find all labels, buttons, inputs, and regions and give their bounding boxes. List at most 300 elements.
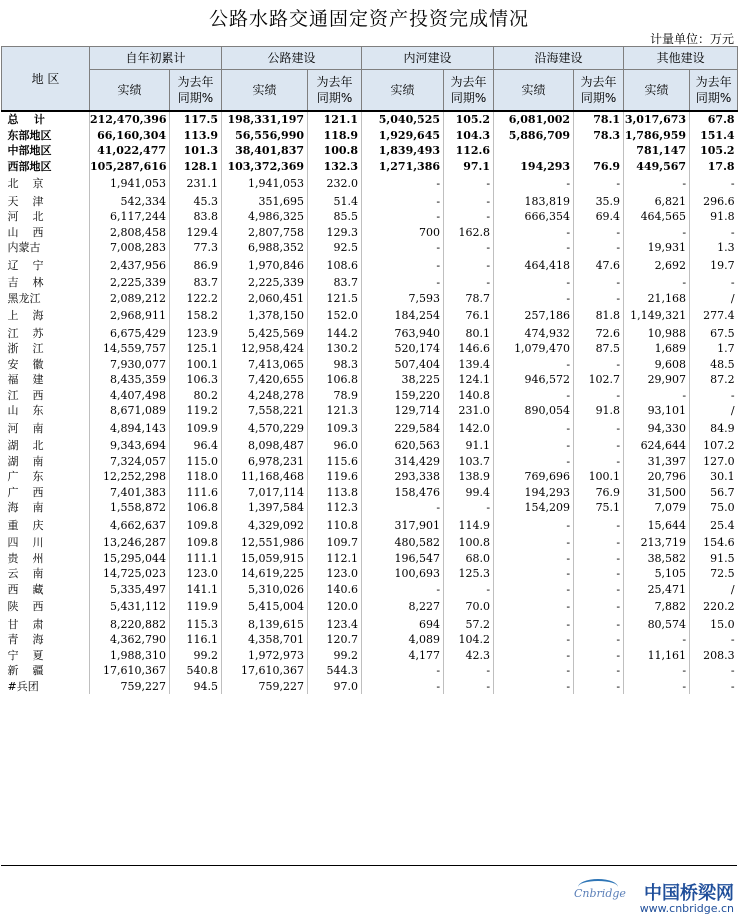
region-name: 贵 州: [7, 551, 44, 565]
region-name: 上 海: [7, 309, 44, 322]
table-row: [2, 403, 738, 419]
actual-value: 8,227: [362, 597, 444, 617]
actual-value: -: [494, 516, 574, 536]
growth-value: 152.0: [308, 306, 362, 326]
actual-value: 4,329,092: [222, 516, 308, 536]
region-name: 总 计: [7, 113, 45, 126]
table-row: [2, 663, 738, 679]
actual-value: 4,407,498: [90, 388, 170, 404]
growth-value: 107.2: [690, 438, 738, 454]
actual-value: 1,970,846: [222, 256, 308, 276]
growth-value: 111.6: [170, 485, 222, 501]
table-row: [2, 357, 738, 373]
actual-value: -: [624, 275, 690, 291]
actual-value: 21,168: [624, 291, 690, 307]
actual-value: 890,054: [494, 403, 574, 419]
actual-value: 6,675,429: [90, 326, 170, 342]
growth-value: 113.8: [308, 485, 362, 501]
growth-value: -: [574, 648, 624, 664]
actual-value: 2,968,911: [90, 306, 170, 326]
region-name: 重 庆: [7, 518, 44, 532]
growth-value: -: [690, 174, 738, 194]
actual-value: 10,988: [624, 326, 690, 342]
growth-value: 540.8: [170, 663, 222, 679]
growth-value: 112.6: [444, 143, 494, 159]
table-row: [2, 454, 738, 470]
subheader-growth: [574, 70, 624, 112]
growth-value: -: [690, 632, 738, 648]
growth-value: 106.8: [308, 372, 362, 388]
growth-value: -: [690, 663, 738, 679]
actual-value: 4,358,701: [222, 632, 308, 648]
growth-value: -: [574, 388, 624, 404]
actual-value: 5,425,569: [222, 326, 308, 342]
growth-value: 103.7: [444, 454, 494, 470]
growth-value: 86.9: [170, 256, 222, 276]
group-header-inland: 内河建设: [362, 47, 494, 70]
region-name: 四 川: [7, 536, 44, 549]
growth-value: 17.8: [690, 159, 738, 175]
actual-value: 38,401,837: [222, 143, 308, 159]
growth-value: -: [690, 679, 738, 695]
actual-value: 15,644: [624, 516, 690, 536]
growth-value: 99.2: [308, 648, 362, 664]
actual-value: 7,324,057: [90, 454, 170, 470]
table-header: [2, 47, 738, 112]
growth-value: 91.8: [574, 403, 624, 419]
actual-value: 5,886,709: [494, 128, 574, 144]
table-row: [2, 306, 738, 326]
subheader-growth-line1: 为去年: [695, 75, 732, 89]
actual-value: -: [494, 617, 574, 633]
growth-value: 117.5: [170, 111, 222, 128]
actual-value: 351,695: [222, 194, 308, 210]
growth-value: 141.1: [170, 582, 222, 598]
actual-value: 257,186: [494, 306, 574, 326]
actual-value: 8,139,615: [222, 617, 308, 633]
growth-value: 78.7: [444, 291, 494, 307]
table-body: [2, 111, 738, 694]
growth-value: 121.3: [308, 403, 362, 419]
actual-value: -: [494, 454, 574, 470]
growth-value: /: [690, 403, 738, 419]
growth-value: -: [690, 225, 738, 241]
growth-value: 111.1: [170, 551, 222, 567]
growth-value: 110.8: [308, 516, 362, 536]
growth-value: -: [574, 516, 624, 536]
growth-value: 83.8: [170, 209, 222, 225]
growth-value: 120.0: [308, 597, 362, 617]
actual-value: 2,089,212: [90, 291, 170, 307]
growth-value: 220.2: [690, 597, 738, 617]
growth-value: 142.0: [444, 419, 494, 439]
table-row: [2, 159, 738, 175]
actual-value: 93,101: [624, 403, 690, 419]
actual-value: 2,692: [624, 256, 690, 276]
growth-value: [574, 143, 624, 159]
subheader-growth: [690, 70, 738, 112]
actual-value: 7,593: [362, 291, 444, 307]
actual-value: 759,227: [222, 679, 308, 695]
growth-value: -: [574, 566, 624, 582]
logo-english: Cnbridge: [574, 887, 626, 900]
growth-value: 100.1: [574, 469, 624, 485]
region-name: 内蒙古: [7, 241, 41, 254]
growth-value: 115.6: [308, 454, 362, 470]
growth-value: 129.4: [170, 225, 222, 241]
growth-value: 116.1: [170, 632, 222, 648]
growth-value: 208.3: [690, 648, 738, 664]
growth-value: 123.0: [308, 566, 362, 582]
subheader-growth: [444, 70, 494, 112]
actual-value: 198,331,197: [222, 111, 308, 128]
growth-value: 277.4: [690, 306, 738, 326]
growth-value: -: [574, 291, 624, 307]
growth-value: 98.3: [308, 357, 362, 373]
table-row: [2, 143, 738, 159]
growth-value: 232.0: [308, 174, 362, 194]
growth-value: 78.9: [308, 388, 362, 404]
actual-value: 17,610,367: [222, 663, 308, 679]
actual-value: 12,958,424: [222, 341, 308, 357]
actual-value: 1,839,493: [362, 143, 444, 159]
growth-value: 78.1: [574, 111, 624, 128]
growth-value: 132.3: [308, 159, 362, 175]
growth-value: -: [444, 209, 494, 225]
actual-value: 194,293: [494, 485, 574, 501]
subheader-actual: 实绩: [222, 70, 308, 112]
growth-value: -: [444, 663, 494, 679]
growth-value: 129.3: [308, 225, 362, 241]
actual-value: 196,547: [362, 551, 444, 567]
region-name: 陕 西: [7, 600, 44, 613]
actual-value: 31,397: [624, 454, 690, 470]
growth-value: 104.3: [444, 128, 494, 144]
growth-value: 72.6: [574, 326, 624, 342]
subheader-growth-line1: 为去年: [580, 75, 617, 89]
growth-value: 75.0: [690, 500, 738, 516]
actual-value: 11,168,468: [222, 469, 308, 485]
actual-value: 20,796: [624, 469, 690, 485]
table-row: [2, 648, 738, 664]
growth-value: -: [444, 275, 494, 291]
actual-value: 542,334: [90, 194, 170, 210]
growth-value: 85.5: [308, 209, 362, 225]
actual-value: 507,404: [362, 357, 444, 373]
actual-value: 12,252,298: [90, 469, 170, 485]
actual-value: 105,287,616: [90, 159, 170, 175]
actual-value: 1,397,584: [222, 500, 308, 516]
actual-value: 9,343,694: [90, 438, 170, 454]
growth-value: 92.5: [308, 240, 362, 256]
growth-value: /: [690, 291, 738, 307]
growth-value: 35.9: [574, 194, 624, 210]
growth-value: 544.3: [308, 663, 362, 679]
actual-value: 8,435,359: [90, 372, 170, 388]
growth-value: 1.3: [690, 240, 738, 256]
growth-value: -: [574, 419, 624, 439]
region-name: 云 南: [7, 567, 44, 580]
actual-value: 1,558,872: [90, 500, 170, 516]
actual-value: 94,330: [624, 419, 690, 439]
subheader-growth-line2: 同期%: [695, 91, 732, 105]
actual-value: 6,821: [624, 194, 690, 210]
actual-value: 2,437,956: [90, 256, 170, 276]
region-name: 福 建: [7, 373, 44, 386]
actual-value: -: [362, 194, 444, 210]
growth-value: 76.1: [444, 306, 494, 326]
growth-value: -: [444, 500, 494, 516]
actual-value: 317,901: [362, 516, 444, 536]
actual-value: 158,476: [362, 485, 444, 501]
growth-value: 100.8: [308, 143, 362, 159]
table-row: [2, 225, 738, 241]
actual-value: 2,225,339: [90, 275, 170, 291]
table-row: [2, 582, 738, 598]
actual-value: 184,254: [362, 306, 444, 326]
growth-value: 69.4: [574, 209, 624, 225]
actual-value: -: [362, 174, 444, 194]
actual-value: 80,574: [624, 617, 690, 633]
actual-value: -: [362, 275, 444, 291]
actual-value: 6,081,002: [494, 111, 574, 128]
actual-value: 520,174: [362, 341, 444, 357]
table-row: [2, 632, 738, 648]
actual-value: -: [494, 438, 574, 454]
actual-value: -: [494, 663, 574, 679]
actual-value: 1,941,053: [90, 174, 170, 194]
actual-value: 4,570,229: [222, 419, 308, 439]
actual-value: 183,819: [494, 194, 574, 210]
actual-value: 7,882: [624, 597, 690, 617]
actual-value: -: [624, 632, 690, 648]
growth-value: 68.0: [444, 551, 494, 567]
actual-value: -: [494, 597, 574, 617]
growth-value: 139.4: [444, 357, 494, 373]
actual-value: 41,022,477: [90, 143, 170, 159]
growth-value: -: [574, 535, 624, 551]
growth-value: -: [574, 632, 624, 648]
growth-value: 45.3: [170, 194, 222, 210]
actual-value: 5,415,004: [222, 597, 308, 617]
actual-value: 781,147: [624, 143, 690, 159]
table-row: [2, 419, 738, 439]
growth-value: 56.7: [690, 485, 738, 501]
actual-value: 7,558,221: [222, 403, 308, 419]
actual-value: 1,149,321: [624, 306, 690, 326]
actual-value: 464,418: [494, 256, 574, 276]
growth-value: 231.1: [170, 174, 222, 194]
growth-value: 123.0: [170, 566, 222, 582]
growth-value: 96.0: [308, 438, 362, 454]
region-name: 吉 林: [7, 276, 44, 289]
actual-value: 15,059,915: [222, 551, 308, 567]
table-row: [2, 597, 738, 617]
actual-value: 7,413,065: [222, 357, 308, 373]
actual-value: 38,225: [362, 372, 444, 388]
actual-value: 1,988,310: [90, 648, 170, 664]
actual-value: -: [494, 679, 574, 695]
growth-value: 75.1: [574, 500, 624, 516]
growth-value: 97.1: [444, 159, 494, 175]
growth-value: -: [444, 679, 494, 695]
growth-value: 72.5: [690, 566, 738, 582]
table-row: [2, 291, 738, 307]
actual-value: 7,008,283: [90, 240, 170, 256]
growth-value: 80.2: [170, 388, 222, 404]
investment-table: [1, 46, 738, 694]
region-name: 黑龙江: [7, 291, 41, 305]
actual-value: 5,335,497: [90, 582, 170, 598]
actual-value: 212,470,396: [90, 111, 170, 128]
growth-value: 100.1: [170, 357, 222, 373]
region-name: 北 京: [7, 177, 44, 190]
growth-value: 1.7: [690, 341, 738, 357]
region-name: #兵团: [7, 679, 39, 693]
actual-value: 31,500: [624, 485, 690, 501]
growth-value: 83.7: [170, 275, 222, 291]
actual-value: 4,662,637: [90, 516, 170, 536]
actual-value: 4,177: [362, 648, 444, 664]
actual-value: 14,725,023: [90, 566, 170, 582]
actual-value: 4,089: [362, 632, 444, 648]
growth-value: -: [574, 597, 624, 617]
actual-value: 7,930,077: [90, 357, 170, 373]
subheader-growth-line2: 同期%: [177, 91, 214, 105]
actual-value: 66,160,304: [90, 128, 170, 144]
growth-value: 127.0: [690, 454, 738, 470]
actual-value: 8,220,882: [90, 617, 170, 633]
actual-value: 293,338: [362, 469, 444, 485]
growth-value: 102.7: [574, 372, 624, 388]
growth-value: 42.3: [444, 648, 494, 664]
table-row: [2, 617, 738, 633]
actual-value: 11,161: [624, 648, 690, 664]
actual-value: 314,429: [362, 454, 444, 470]
growth-value: 106.3: [170, 372, 222, 388]
logo-url: www.cnbridge.cn: [639, 902, 734, 915]
actual-value: 5,105: [624, 566, 690, 582]
growth-value: 76.9: [574, 485, 624, 501]
region-name: 江 苏: [7, 326, 44, 340]
growth-value: 101.3: [170, 143, 222, 159]
actual-value: 759,227: [90, 679, 170, 695]
region-name: 河 南: [7, 421, 44, 435]
growth-value: 105.2: [444, 111, 494, 128]
region-name: 新 疆: [7, 664, 44, 677]
growth-value: -: [574, 551, 624, 567]
actual-value: -: [494, 388, 574, 404]
growth-value: 70.0: [444, 597, 494, 617]
growth-value: 78.3: [574, 128, 624, 144]
region-name: 湖 北: [7, 439, 44, 452]
subheader-growth-line1: 为去年: [177, 75, 214, 89]
growth-value: -: [444, 582, 494, 598]
region-name: 湖 南: [7, 454, 44, 468]
actual-value: 100,693: [362, 566, 444, 582]
growth-value: 109.9: [170, 419, 222, 439]
actual-value: -: [494, 535, 574, 551]
actual-value: -: [494, 419, 574, 439]
region-name: 西 藏: [7, 582, 44, 596]
actual-value: 624,644: [624, 438, 690, 454]
growth-value: 128.1: [170, 159, 222, 175]
actual-value: -: [494, 632, 574, 648]
growth-value: -: [574, 174, 624, 194]
actual-value: -: [494, 225, 574, 241]
growth-value: -: [574, 617, 624, 633]
table-row: [2, 438, 738, 454]
growth-value: 80.1: [444, 326, 494, 342]
subheader-actual: 实绩: [90, 70, 170, 112]
region-name: 辽 宁: [7, 258, 44, 272]
table-row: [2, 209, 738, 225]
table-bottom-rule: [1, 865, 737, 866]
growth-value: -: [444, 194, 494, 210]
growth-value: 87.2: [690, 372, 738, 388]
actual-value: 4,362,790: [90, 632, 170, 648]
actual-value: -: [624, 679, 690, 695]
table-row: [2, 516, 738, 536]
region-name: 西部地区: [7, 159, 52, 173]
growth-value: 91.8: [690, 209, 738, 225]
table-row: [2, 341, 738, 357]
table-row: [2, 679, 738, 695]
actual-value: 1,941,053: [222, 174, 308, 194]
table-row: [2, 372, 738, 388]
actual-value: 7,420,655: [222, 372, 308, 388]
actual-value: -: [494, 551, 574, 567]
actual-value: 5,431,112: [90, 597, 170, 617]
actual-value: 17,610,367: [90, 663, 170, 679]
growth-value: -: [444, 256, 494, 276]
growth-value: 47.6: [574, 256, 624, 276]
growth-value: 122.2: [170, 291, 222, 307]
growth-value: 100.8: [444, 535, 494, 551]
table-row: [2, 551, 738, 567]
actual-value: 3,017,673: [624, 111, 690, 128]
table-row: [2, 275, 738, 291]
growth-value: 87.5: [574, 341, 624, 357]
growth-value: 81.8: [574, 306, 624, 326]
region-name: 江 西: [7, 388, 44, 402]
growth-value: 99.4: [444, 485, 494, 501]
growth-value: 105.2: [690, 143, 738, 159]
growth-value: 109.8: [170, 516, 222, 536]
actual-value: 213,719: [624, 535, 690, 551]
actual-value: 480,582: [362, 535, 444, 551]
actual-value: -: [624, 174, 690, 194]
page-title: 公路水路交通固定资产投资完成情况: [208, 8, 529, 30]
growth-value: 57.2: [444, 617, 494, 633]
region-name: 山 东: [7, 404, 44, 417]
actual-value: 19,931: [624, 240, 690, 256]
actual-value: 946,572: [494, 372, 574, 388]
growth-value: 104.2: [444, 632, 494, 648]
actual-value: 1,929,645: [362, 128, 444, 144]
actual-value: 7,079: [624, 500, 690, 516]
growth-value: 158.2: [170, 306, 222, 326]
region-name: 河 北: [7, 210, 44, 223]
growth-value: 109.8: [170, 535, 222, 551]
growth-value: -: [574, 275, 624, 291]
group-header-cumulative: 自年初累计: [90, 47, 222, 70]
region-name: 甘 肃: [7, 617, 44, 631]
actual-value: 5,040,525: [362, 111, 444, 128]
actual-value: 1,689: [624, 341, 690, 357]
actual-value: 7,401,383: [90, 485, 170, 501]
subheader-growth: [170, 70, 222, 112]
